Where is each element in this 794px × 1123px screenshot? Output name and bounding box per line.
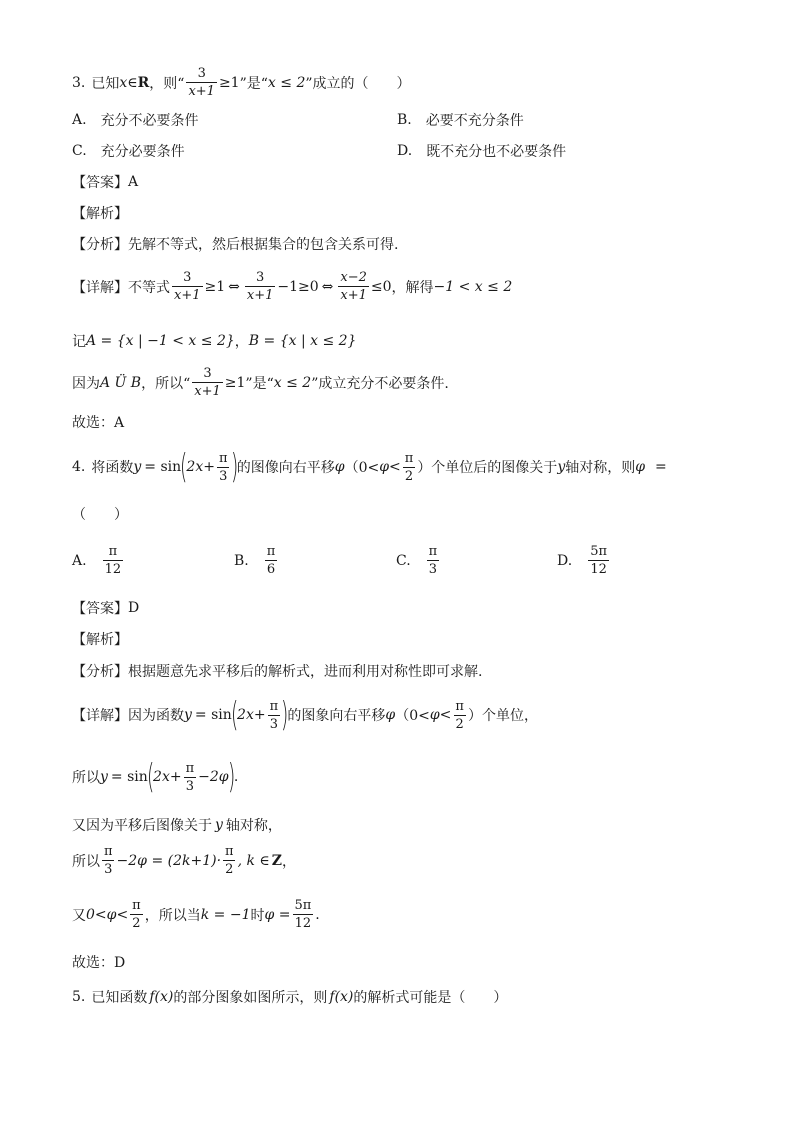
q4-range-open: （0< — [344, 460, 380, 476]
q3-xj-f1-num: 3 — [183, 270, 192, 285]
q3-number: 3. — [72, 74, 86, 91]
q4-you-dot: . — [315, 906, 320, 923]
q4-option-d-frac — [588, 544, 609, 577]
q3-option-b-text: 必要不充分条件 — [425, 113, 524, 129]
q4-mid1: 的图像向右平移 — [236, 460, 335, 476]
q3-sets — [72, 331, 356, 351]
q5-stem — [72, 987, 507, 1007]
q3-xj-f3-den: x+1 — [340, 288, 367, 303]
q3-frac-den: x+1 — [188, 84, 215, 99]
q4-xj-y: y — [184, 707, 192, 723]
q4-option-c — [396, 544, 441, 577]
q4-suoyi-pi3-num: π — [185, 760, 195, 776]
q4-option-a — [72, 544, 125, 577]
q4-option-d-num: 5π — [590, 544, 608, 559]
q3-fenxi-text: 先解不等式，然后根据集合的包含关系可得. — [128, 237, 399, 253]
q4-xj-mid: 的图象向右平移 — [287, 708, 386, 724]
q3-option-a-label: A. — [72, 112, 87, 128]
q3-s-frac — [192, 366, 223, 399]
q4-option-a-den: 12 — [104, 562, 122, 577]
q4-suoyi — [72, 757, 239, 797]
q4-right-paren: ) — [230, 447, 238, 487]
q4-suoyi-y: y — [100, 769, 108, 785]
q4-option-b — [234, 544, 279, 577]
q4-answer — [72, 598, 139, 618]
q3-s-cond: x ≤ 2 — [273, 374, 312, 391]
q3-yinwei: 因为 — [72, 375, 100, 392]
q3-xj-f3-num: x−2 — [340, 270, 367, 285]
q3-xj-range: −1 < x ≤ 2 — [433, 278, 513, 295]
q4-xj-lt: < — [439, 707, 452, 723]
q3-xj-sol: ，解得 — [391, 279, 434, 296]
q3-xj-pre: 不等式 — [128, 279, 170, 296]
q4-you — [72, 898, 320, 931]
q4-option-b-num: π — [266, 544, 276, 559]
q3-analysis-tag — [72, 203, 128, 223]
q4-xj-pre: 因为函数 — [128, 708, 184, 724]
q3-conclusion — [72, 366, 449, 399]
q4-youyin-text: 又因为平移后图像关于 — [72, 818, 212, 834]
q3-fraction — [186, 66, 217, 99]
q4-option-b-den: 6 — [266, 562, 276, 577]
q4-you-result-num: 5π — [294, 898, 312, 913]
q5-pre: 已知函数 — [91, 990, 148, 1006]
q4-you-result-den: 12 — [294, 916, 312, 931]
q4-fenxi-text: 根据题意先求平移后的解析式，进而利用对称性即可求解. — [128, 664, 483, 680]
q3-answer — [72, 172, 138, 192]
q4-you-pi2-num: π — [132, 898, 141, 913]
q4-option-d — [557, 544, 611, 577]
q4-eq: = — [655, 459, 667, 475]
q4-xj-pi2-den: 2 — [455, 716, 464, 732]
q4-xj-pi3 — [268, 699, 281, 732]
q3-option-b-label: B. — [397, 112, 412, 128]
q3-ji: 记 — [72, 334, 86, 350]
q3-xj-f2-den: x+1 — [246, 288, 274, 303]
q4-you-shi: 时 — [250, 907, 265, 924]
q3-xj-f2-num: 3 — [255, 270, 265, 285]
q3-xj-ge1: ≥1 — [204, 278, 226, 295]
q4-arg: 2x+ — [186, 459, 215, 475]
q3-s-mid: ”是“ — [245, 375, 274, 392]
q4-suoyi2 — [72, 844, 296, 877]
q4-option-b-frac — [265, 544, 278, 577]
q3-suoyi: ，所以“ — [141, 375, 191, 392]
q5-x1: (x) — [154, 989, 174, 1005]
q4-eqsin: = sin — [144, 459, 182, 475]
q5-x2: (x) — [334, 989, 354, 1005]
q4-xj-range-open: （0< — [395, 708, 430, 724]
q3-x: x — [119, 74, 128, 91]
q3-xj-le0: ≤0 — [370, 278, 392, 295]
q5-f1: f — [149, 989, 155, 1005]
q4-option-a-num: π — [108, 544, 118, 559]
q3-option-a — [72, 110, 199, 130]
q4-suoyi-eqsin: = sin — [110, 769, 148, 785]
q4-option-c-num: π — [428, 544, 438, 559]
q4-option-b-label: B. — [234, 552, 249, 569]
q3-s-ge1: ≥1 — [224, 374, 246, 391]
q4-left-paren: ( — [180, 447, 188, 487]
q4-pi2 — [403, 451, 416, 484]
q3-option-c-label: C. — [72, 143, 87, 159]
q4-suoyi2-pi3-num: π — [104, 844, 113, 859]
q3-analysis-label: 【解析】 — [72, 206, 128, 222]
q4-choose-text: 故选：D — [72, 955, 126, 971]
q3-tail: ”成立的（ ） — [305, 75, 411, 92]
q3-mid1: ，则“ — [149, 75, 185, 92]
q4-you-pi2-den: 2 — [132, 916, 141, 931]
q4-option-d-den: 12 — [590, 562, 607, 577]
q3-xj-frac2 — [245, 270, 276, 303]
q4-suoyi2-label: 所以 — [72, 853, 100, 870]
q4-you-pi2 — [130, 898, 143, 931]
q3-cond: x ≤ 2 — [267, 74, 306, 91]
q4-youyin-tail: 轴对称， — [225, 818, 282, 834]
q3-rel: A Ü B — [100, 374, 142, 391]
q3-choose-text: 故选：A — [72, 415, 125, 431]
q3-comma: ， — [234, 334, 249, 350]
q4-youyin-y: y — [215, 817, 223, 833]
q3-xj-iff2: ⇔ — [321, 278, 334, 295]
q3-fenxi-tag: 【分析】 — [72, 237, 128, 253]
q3-fenxi — [72, 234, 398, 254]
q3-frac-num: 3 — [197, 66, 206, 81]
q4-suoyi2-eq: −2φ = (2k+1)· — [116, 852, 222, 869]
q3-xiangjie-tag: 【详解】 — [72, 279, 128, 296]
q4-option-d-label: D. — [557, 552, 573, 569]
q3-xj-frac1 — [172, 270, 203, 303]
q4-xj-left-paren: ( — [230, 695, 239, 735]
q4-phi2: φ — [379, 459, 390, 475]
q4-suoyi2-comma: ， — [282, 853, 297, 870]
q3-s-den: x+1 — [194, 384, 221, 399]
q4-yaxis: y — [557, 459, 566, 475]
q4-xj-tail: ）个单位， — [467, 708, 538, 724]
q4-phi3: φ — [635, 459, 646, 475]
q3-xj-frac3 — [338, 270, 369, 303]
q4-suoyi-pi3 — [184, 761, 197, 794]
q4-pi3-den: 3 — [219, 468, 228, 484]
q3-option-d — [397, 141, 566, 161]
q4-xj-pi3-num: π — [269, 698, 279, 714]
q3-setA: A = {x | −1 < x ≤ 2} — [86, 333, 235, 349]
q3-in: ∈ — [127, 74, 138, 91]
q4-suoyi-minus2phi: −2φ — [198, 769, 229, 785]
q4-suoyi2-pi2-num: π — [225, 844, 234, 859]
q4-you-mid: ，所以当 — [144, 907, 201, 924]
q4-pi3 — [217, 451, 230, 484]
q4-you-phieq: φ = — [264, 906, 291, 923]
q4-suoyi2-pi2 — [223, 844, 236, 877]
q5-number: 5. — [72, 989, 86, 1005]
q4-range-close: ）个单位后的图像关于 — [417, 460, 558, 476]
q4-xj-eqsin: = sin — [194, 707, 232, 723]
q4-xj-phi: φ — [385, 707, 396, 723]
q4-youyin — [72, 815, 282, 835]
q3-option-d-label: D. — [397, 143, 413, 159]
q3-setB: B = {x | x ≤ 2} — [248, 333, 357, 349]
q4-number: 4. — [72, 459, 86, 475]
q4-you-range: 0<φ< — [86, 906, 129, 923]
q4-xiangjie-tag: 【详解】 — [72, 708, 128, 724]
q4-option-a-label: A. — [72, 552, 87, 569]
q4-stem — [72, 447, 667, 487]
q3-s-num: 3 — [203, 366, 212, 381]
q3-option-d-text: 既不充分也不必要条件 — [426, 144, 567, 160]
q4-option-c-frac — [427, 544, 440, 577]
q3-option-c — [72, 141, 185, 161]
q4-paren-line — [72, 504, 128, 524]
q4-analysis-tag — [72, 629, 128, 649]
q4-xiangjie — [72, 695, 538, 735]
q4-xj-arg: 2x+ — [237, 707, 266, 723]
q4-fenxi — [72, 661, 482, 681]
q4-suoyi2-kin: , k ∈ — [237, 852, 270, 869]
q4-you-label: 又 — [72, 907, 86, 924]
q3-s-tail: ”成立充分不必要条件. — [311, 375, 449, 392]
q5-f2: f — [329, 989, 335, 1005]
q4-tail: 轴对称，则 — [565, 460, 636, 476]
q3-option-a-text: 充分不必要条件 — [100, 113, 199, 129]
q4-fenxi-tag: 【分析】 — [72, 664, 128, 680]
q3-ge1: ≥1 — [218, 74, 240, 91]
q4-option-a-frac — [103, 544, 124, 577]
q4-suoyi2-pi3-den: 3 — [104, 862, 113, 877]
q3-answer-value: A — [128, 174, 139, 190]
q4-suoyi-left-paren: ( — [146, 757, 155, 797]
q3-R: R — [137, 74, 150, 91]
q3-xj-iff1: ⇔ — [228, 278, 240, 295]
q4-paren: （ ） — [72, 507, 128, 523]
q4-you-result — [292, 898, 313, 931]
q4-suoyi2-pi3 — [102, 844, 115, 877]
q4-suoyi2-pi2-den: 2 — [225, 862, 234, 877]
q3-stem — [72, 66, 411, 99]
q3-option-b — [397, 110, 524, 130]
q4-pi2-num: π — [404, 450, 414, 466]
q4-pre: 将函数 — [91, 460, 134, 476]
q4-xj-phi2: φ — [429, 707, 440, 723]
q4-xj-pi2 — [453, 699, 466, 732]
q4-pi3-num: π — [218, 450, 228, 466]
q5-mid: 的部分图象如图所示，则 — [173, 990, 328, 1006]
q4-phi: φ — [334, 459, 345, 475]
q4-choose — [72, 952, 125, 972]
q4-xj-pi3-den: 3 — [269, 716, 278, 732]
q4-suoyi-pi3-den: 3 — [185, 778, 194, 794]
q3-pre: 已知 — [91, 75, 120, 92]
q4-you-kval: k = −1 — [200, 906, 251, 923]
q3-choose — [72, 412, 124, 432]
q3-answer-tag: 【答案】 — [72, 175, 128, 191]
q4-answer-tag: 【答案】 — [72, 601, 128, 617]
q5-tail: 的解析式可能是（ ） — [353, 990, 508, 1006]
q3-option-c-text: 充分必要条件 — [100, 144, 185, 160]
q3-mid2: ”是“ — [239, 75, 268, 92]
q4-y: y — [133, 459, 142, 475]
q4-option-c-label: C. — [396, 552, 411, 569]
q4-suoyi-arg: 2x+ — [153, 769, 182, 785]
q4-analysis-label: 【解析】 — [72, 632, 128, 648]
q3-xj-f1-den: x+1 — [174, 288, 201, 303]
q3-xj-m1: −1≥0 — [277, 278, 319, 295]
q4-suoyi-dot: . — [233, 769, 239, 785]
q4-suoyi-right-paren: ) — [227, 757, 235, 797]
q4-lt: < — [389, 459, 401, 475]
q4-option-c-den: 3 — [428, 562, 438, 577]
q4-suoyi-label: 所以 — [72, 770, 100, 786]
q4-pi2-den: 2 — [404, 468, 414, 484]
q4-xj-right-paren: ) — [281, 695, 289, 735]
q4-answer-value: D — [128, 600, 140, 616]
q3-xiangjie — [72, 270, 512, 303]
q4-xj-pi2-num: π — [455, 698, 464, 714]
q4-suoyi2-Z: Z — [271, 852, 283, 869]
